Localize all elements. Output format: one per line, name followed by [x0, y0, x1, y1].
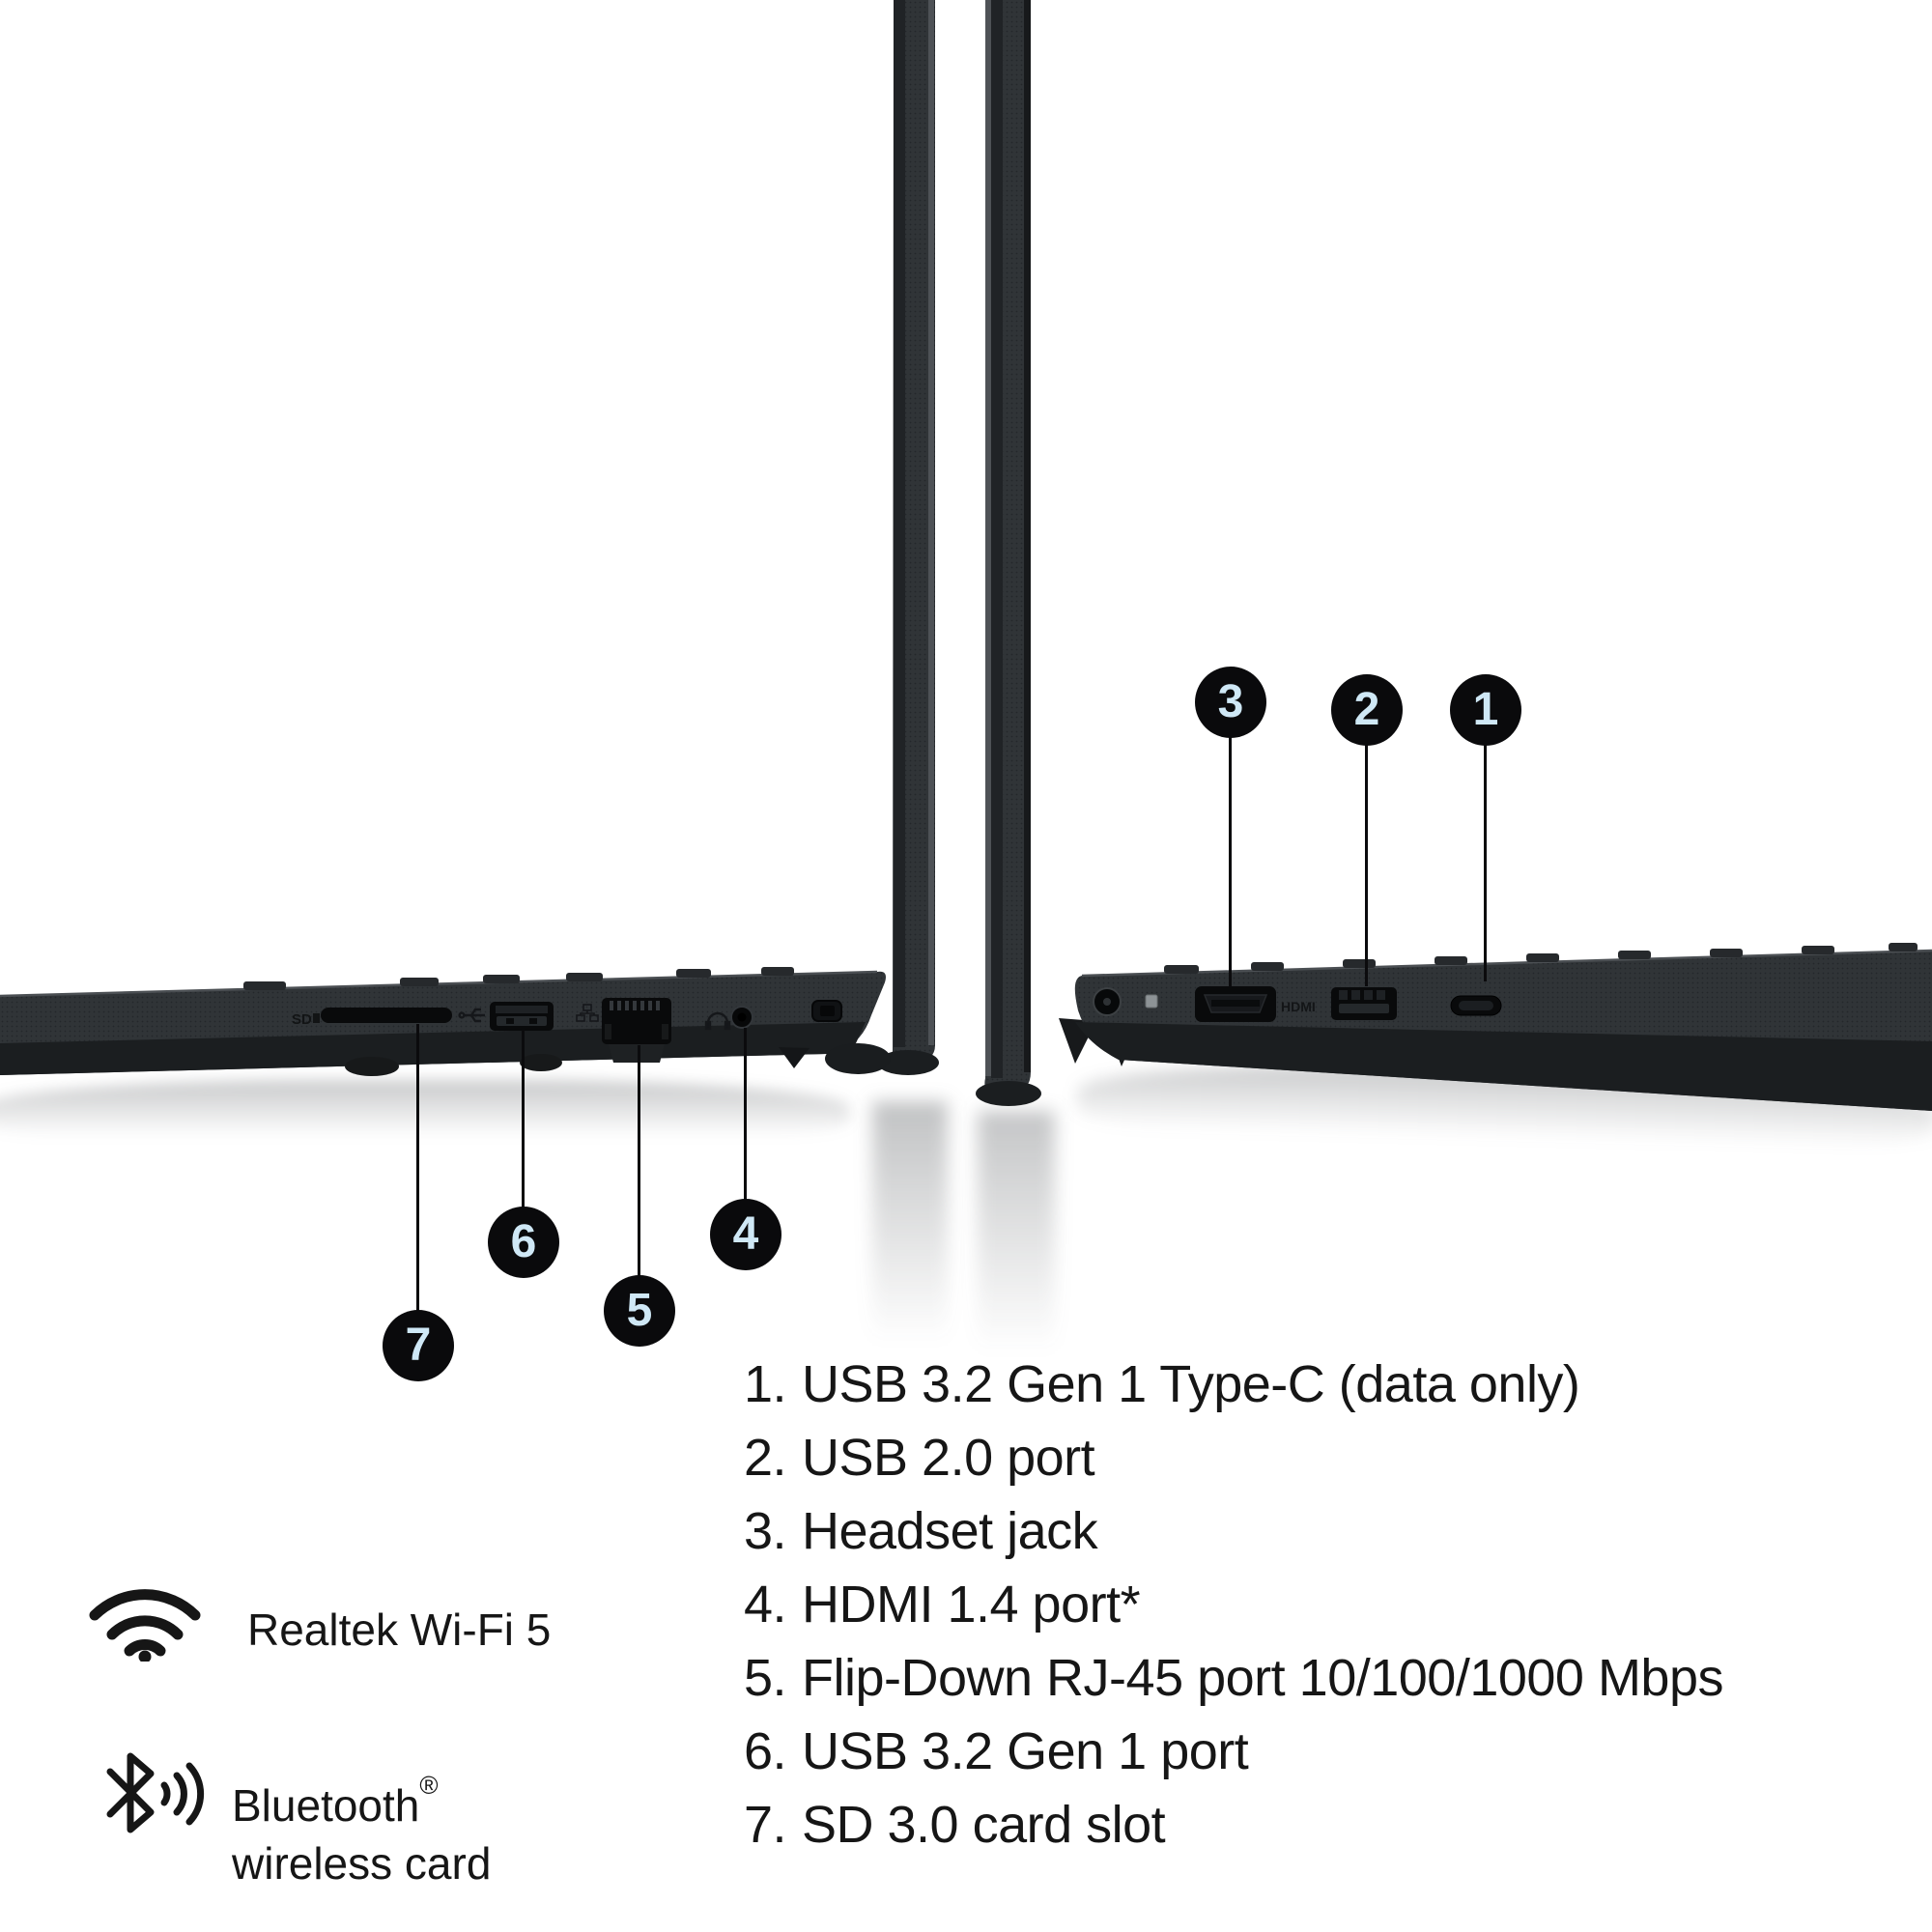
lock-slot-hole	[820, 1006, 835, 1016]
legend-label: USB 3.2 Gen 1 Type-C (data only)	[802, 1355, 1580, 1413]
legend-item-5	[744, 1641, 1903, 1715]
callout-badge-3: 3	[1195, 667, 1266, 738]
usb-c-port	[1451, 996, 1501, 1015]
callout-badge-1: 1	[1450, 674, 1521, 746]
legend-item-4	[744, 1568, 1903, 1641]
legend-number: 6.	[744, 1722, 787, 1780]
registered-mark: ®	[419, 1771, 439, 1800]
callout-badge-2: 2	[1331, 674, 1403, 746]
legend-number: 2.	[744, 1429, 787, 1487]
bluetooth-name: Bluetooth	[232, 1780, 420, 1831]
power-jack	[1094, 988, 1121, 1015]
sd-card-glyph	[313, 1013, 320, 1023]
legend-label: Headset jack	[802, 1502, 1098, 1560]
left-laptop-base	[0, 967, 891, 1076]
bluetooth-line2: wireless card	[232, 1838, 492, 1889]
right-laptop	[976, 0, 1932, 1111]
callout-line-2	[1365, 744, 1368, 986]
callout-line-7	[416, 1024, 419, 1312]
callout-line-6	[522, 1030, 525, 1208]
usb-a-port-right	[1331, 987, 1397, 1020]
callout-badge-5: 5	[604, 1275, 675, 1347]
port-legend-list	[744, 1348, 1903, 1861]
headset-jack	[731, 1007, 753, 1028]
usb-a-port	[490, 1002, 554, 1031]
legend-item-2	[744, 1421, 1903, 1494]
legend-item-7	[744, 1788, 1903, 1861]
callout-line-4	[744, 1028, 747, 1201]
legend-label: USB 2.0 port	[802, 1429, 1095, 1487]
legend-label: Flip-Down RJ-45 port 10/100/1000 Mbps	[802, 1649, 1724, 1707]
legend-number: 3.	[744, 1502, 787, 1560]
rj45-flip-down-port	[602, 998, 671, 1063]
hdmi-port-label: HDMI	[1281, 999, 1316, 1014]
hdmi-port	[1195, 986, 1276, 1022]
callout-line-1	[1484, 744, 1487, 981]
legend-label: HDMI 1.4 port*	[802, 1576, 1141, 1634]
legend-number: 1.	[744, 1355, 787, 1413]
power-led	[1146, 995, 1157, 1008]
callout-badge-6: 6	[488, 1207, 559, 1278]
legend-number: 4.	[744, 1576, 787, 1634]
legend-item-1	[744, 1348, 1903, 1421]
legend-number: 5.	[744, 1649, 787, 1707]
callout-badge-7: 7	[383, 1310, 454, 1381]
bluetooth-feature-label	[232, 1756, 491, 1892]
right-laptop-base	[1075, 943, 1932, 1111]
legend-label: SD 3.0 card slot	[802, 1796, 1166, 1854]
legend-label: USB 3.2 Gen 1 port	[802, 1722, 1249, 1780]
sd-card-slot	[321, 1008, 452, 1023]
legend-number: 7.	[744, 1796, 787, 1854]
wifi-feature-label: Realtek Wi-Fi 5	[247, 1605, 552, 1655]
bluetooth-icon	[89, 1745, 214, 1846]
callout-line-5	[638, 1045, 640, 1277]
legend-item-6	[744, 1715, 1903, 1788]
left-laptop	[0, 0, 939, 1076]
right-laptop-lid	[976, 0, 1041, 1106]
sd-slot-label: SD	[292, 1011, 312, 1028]
callout-badge-4: 4	[710, 1199, 781, 1270]
wifi-icon	[82, 1565, 208, 1666]
callout-line-3	[1229, 736, 1232, 987]
right-lid-foot	[976, 1081, 1041, 1106]
left-laptop-lid	[877, 0, 939, 1075]
legend-item-3	[744, 1494, 1903, 1568]
